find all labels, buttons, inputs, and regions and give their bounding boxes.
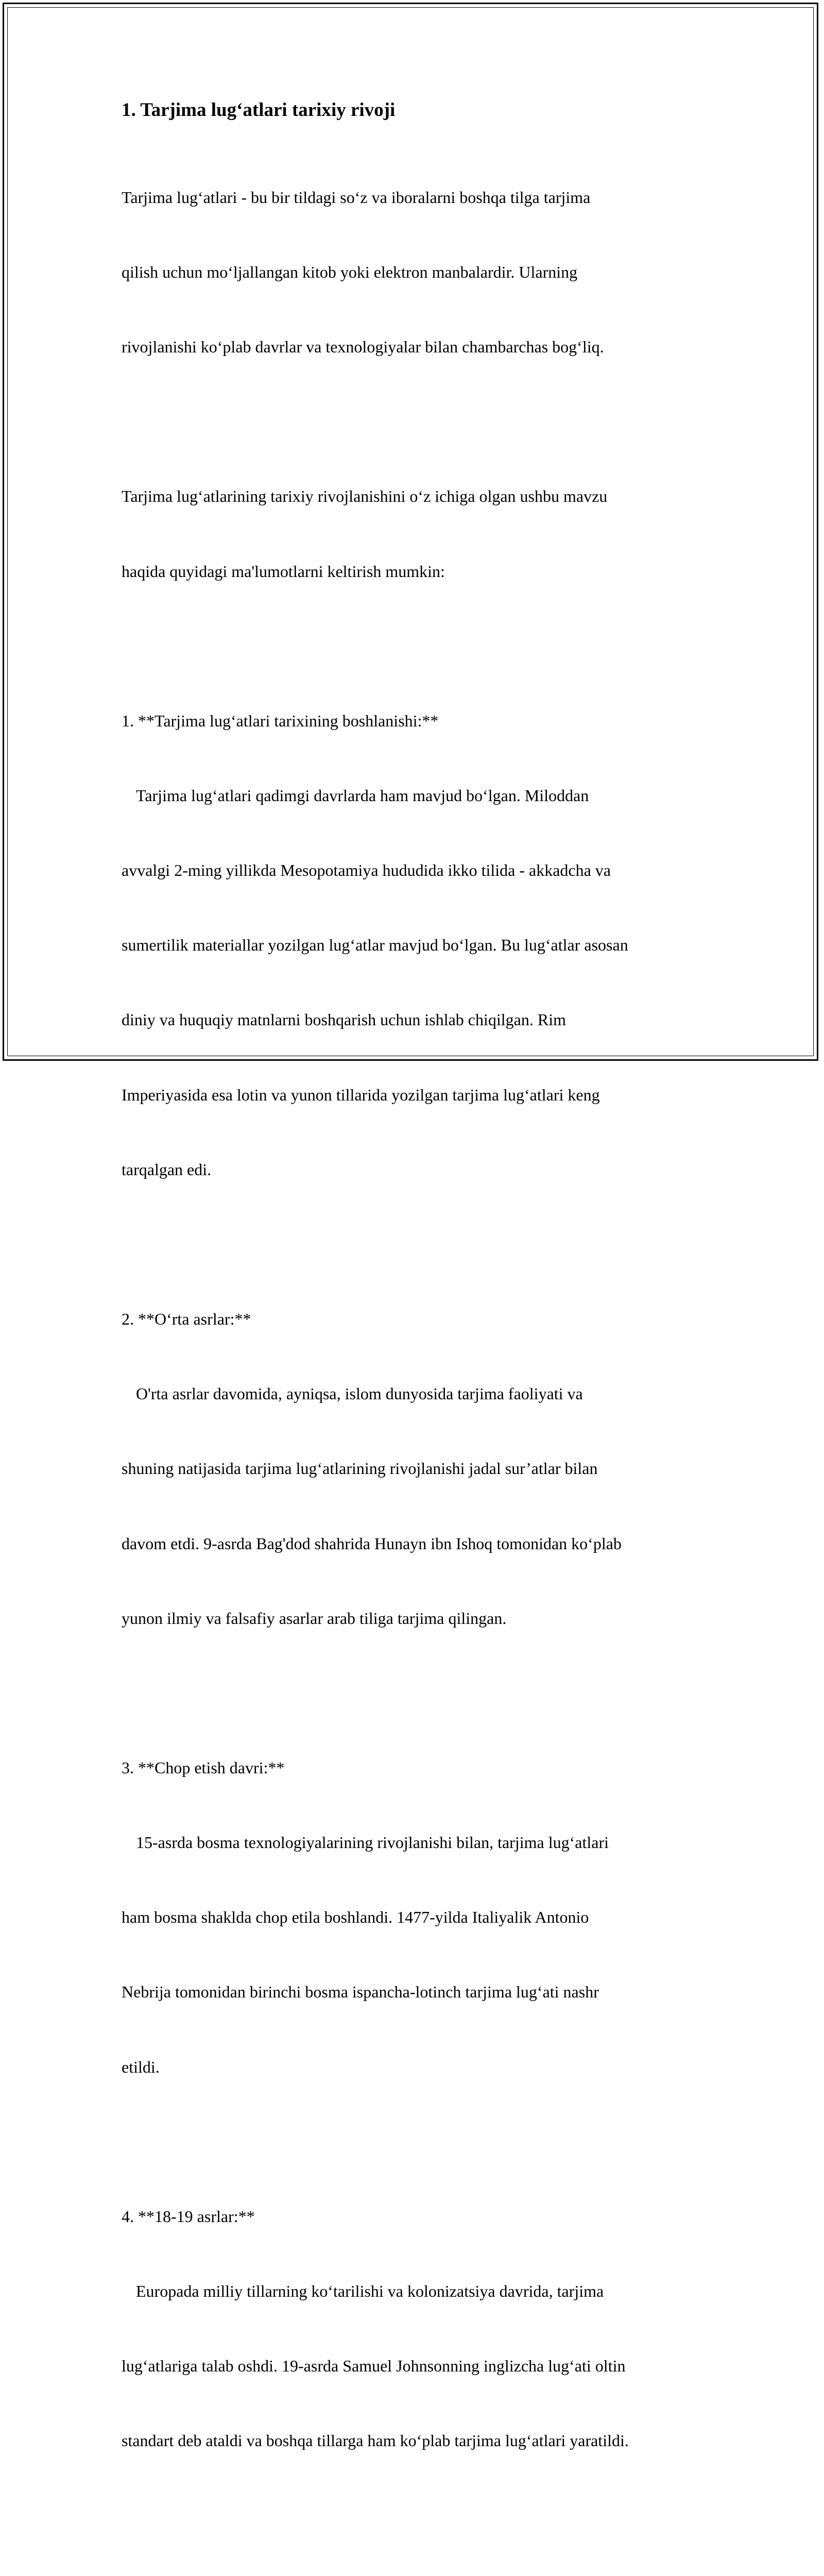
text-line: rivojlanishi ko‘plab davrlar va texnologiyalar bilan chambarchas bog‘liq. (122, 337, 604, 357)
text-line: diniy va huquqiy matnlarni boshqarish uchun ishlab chiqilgan. Rim (122, 1010, 566, 1029)
text-line: Imperiyasida esa lotin va yunon tillarida yozilgan tarjima lug‘atlari keng (122, 1085, 600, 1104)
intro-paragraph (122, 135, 709, 409)
section-18-19-centuries (122, 2154, 709, 2503)
text-line: standart deb ataldi va boshqa tillarga ham ko‘plab tarjima lug‘atlari yaratildi. (122, 2431, 629, 2450)
text-line: O'rta asrlar davomida, ayniqsa, islom dunyosida tarjima faoliyati va (136, 1384, 583, 1403)
text-line: Europada milliy tillarning ko‘tarilishi va kolonizatsiya davrida, tarjima (136, 2281, 604, 2300)
text-line: haqida quyidagi ma'lumotlarni keltirish mumkin: (122, 562, 445, 581)
text-line: lug‘atlariga talab oshdi. 19-asrda Samuel Johnsonning inglizcha lug‘ati oltin (122, 2357, 626, 2376)
section-20th-century (122, 2528, 709, 2576)
section-heading: 1. **Tarjima lug‘atlari tarixining boshlanishi:** (122, 711, 439, 730)
lead-paragraph (122, 434, 709, 633)
text-line: shuning natijasida tarjima lug‘atlarining rivojlanishi jadal sur’atlar bilan (122, 1459, 598, 1478)
section-heading: 4. **18-19 asrlar:** (122, 2207, 255, 2226)
text-line: ham bosma shaklda chop etila boshlandi. 1477-yilda Italiyalik Antonio (122, 1908, 589, 1927)
text-line: Nebrija tomonidan birinchi bosma ispancha-lotinch tarjima lug‘ati nashr (122, 1982, 599, 2002)
text-line: etildi. (122, 2057, 160, 2076)
text-line: Tarjima lug‘atlari - bu bir tildagi so‘z va iboralarni boshqa tilga tarjima (122, 188, 591, 207)
section-middle-ages (122, 1257, 709, 1681)
text-line: tarqalgan edi. (122, 1160, 212, 1179)
text-line: avvalgi 2-ming yillikda Mesopotamiya hududida ikko tilida - akkadcha va (122, 860, 611, 879)
document-body (122, 98, 709, 2576)
text-line: sumertilik materiallar yozilgan lug‘atlar mavjud bo‘lgan. Bu lug‘atlar asosan (122, 936, 628, 955)
text-line: Tarjima lug‘atlari qadimgi davrlarda ham mavjud bo‘lgan. Miloddan (136, 786, 589, 805)
text-line: Tarjima lug‘atlarining tarixiy rivojlanishini o‘z ichiga olgan ushbu mavzu (122, 487, 608, 506)
section-heading: 2. **O‘rta asrlar:** (122, 1309, 251, 1328)
section-beginnings (122, 658, 709, 1232)
text-line: qilish uchun mo‘ljallangan kitob yoki elektron manbalardir. Ularning (122, 263, 578, 282)
text-line: 15-asrda bosma texnologiyalarining rivojlanishi bilan, tarjima lug‘atlari (136, 1833, 609, 1852)
document-title: 1. Tarjima lug‘atlari tarixiy rivoji (122, 99, 396, 121)
section-printing (122, 1705, 709, 2129)
text-line: yunon ilmiy va falsafiy asarlar arab tiliga tarjima qilingan. (122, 1608, 507, 1628)
text-line: davom etdi. 9-asrda Bag'dod shahrida Hunayn ibn Ishoq tomonidan ko‘plab (122, 1534, 622, 1553)
section-heading: 3. **Chop etish davri:** (122, 1758, 285, 1777)
